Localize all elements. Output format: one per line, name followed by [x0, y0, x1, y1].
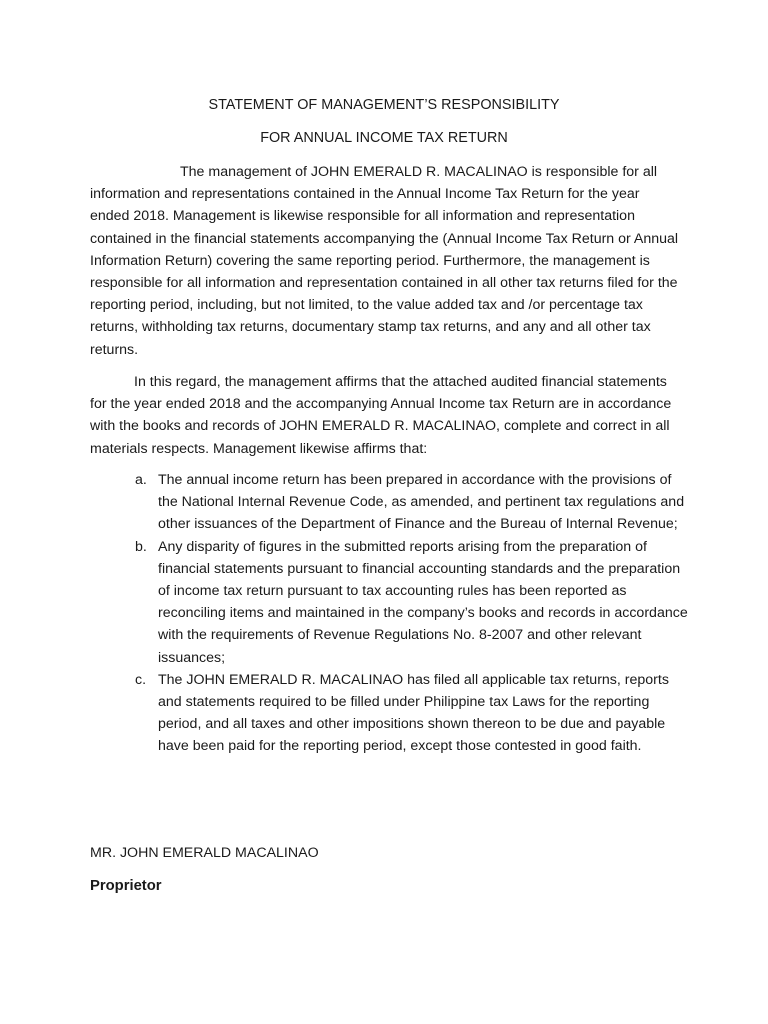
- list-marker: b.: [135, 538, 147, 555]
- document-title: STATEMENT OF MANAGEMENT’S RESPONSIBILITY: [208, 97, 560, 113]
- document-subtitle: FOR ANNUAL INCOME TAX RETURN: [260, 130, 508, 146]
- list-item-text: The annual income return has been prepared in accordance with the provisions of the National Internal Revenue Code, as amended, and pertinent tax regulations and other issuances of the Department of Finance and the Bureau of Internal Revenue;: [158, 472, 685, 533]
- list-item-b: [90, 536, 690, 669]
- list-item-c: [90, 669, 690, 758]
- paragraph-affirmation: In this regard, the management affirms that the attached audited financial statements for the year ended 2018 and the accompanying Annual Income tax Return are in accordance with the books and records of JOHN EMERALD R. MACALINAO, complete and correct in all materials respects. Management likewise affirms that:: [90, 374, 672, 457]
- list-item-text: Any disparity of figures in the submitted reports arising from the preparation of financial statements pursuant to financial accounting standards and the preparation of income tax return pursuant to tax accounting rules has been reported as reconciling items and maintained in the company’s books and records in accordance with the requirements of Revenue Regulations No. 8-2007 and other relevant issuances;: [158, 538, 688, 666]
- affirmation-list: [90, 469, 690, 758]
- signatory-name: MR. JOHN EMERALD MACALINAO: [90, 845, 319, 861]
- paragraph-responsibility: The management of JOHN EMERALD R. MACALINAO is responsible for all information and representations contained in the Annual Income Tax Return for the year ended 2018. Management is likewise responsible for all information and representation contained in the financial statements accompanying the (Annual Income Tax Return or Annual Information Return) covering the same reporting period. Furthermore, the management is responsible for all information and representation contained in all other tax returns filed for the reporting period, including, but not limited, to the value added tax and /or percentage tax returns, withholding tax returns, documentary stamp tax returns, and any and all other tax returns.: [90, 164, 679, 358]
- signatory-title: Proprietor: [90, 878, 162, 894]
- list-item-text: The JOHN EMERALD R. MACALINAO has filed all applicable tax returns, reports and statements required to be filled under Philippine tax Laws for the reporting period, and all taxes and other impositions shown thereon to be due and payable have been paid for the reporting period, except those contested in good faith.: [158, 671, 669, 755]
- list-marker: c.: [135, 671, 147, 688]
- list-marker: a.: [135, 472, 147, 488]
- list-item-a: [90, 469, 690, 536]
